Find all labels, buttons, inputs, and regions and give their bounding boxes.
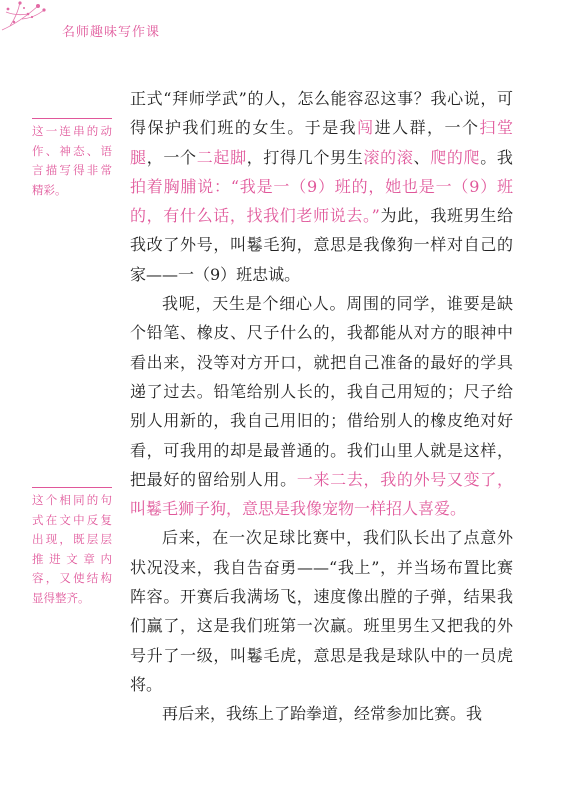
highlighted-text: 拍着胸脯说：“我是一（9）班的，她也是一（9）班的，有什么话，找我们老师说去。” [130,176,513,226]
side-note-1: 这一连串的动作、神态、语言描写得非常精彩。 [32,118,112,200]
side-note-2: 这个相同的句式在文中反复出现，既层层推进文章内容，又使结构显得整齐。 [32,487,112,608]
text-segment: 我呢，天生是个细心人。周围的同学，谁要是缺个铅笔、橡皮、尺子什么的，我都能从对方的眼神中看出来，没等对方开口，就把自己准备的最好的学具递了过去。铅笔给别人长的，我自己用短的；尺子给别人用新的，我自己用旧的；借给别人的橡皮绝对好看，可我用的却是最普通的。我们山里人就是这样，把最好的留给别人用。 [130,294,513,489]
text-segment: 。我 [480,147,513,167]
paragraph-1 [130,84,513,289]
page-header-title: 名师趣味写作课 [62,25,161,40]
highlighted-text: 扫堂腿 [130,118,513,167]
body-text [130,84,513,729]
highlighted-text: 滚的滚 [363,147,414,167]
text-segment: 、 [413,147,431,167]
paragraph-3 [130,523,513,699]
text-segment: 进人群，一个 [374,118,480,138]
highlighted-text: 闯 [357,118,375,138]
text-segment: ，一个 [146,147,197,167]
highlighted-text: 一来二去，我的外号又变了，叫鬈毛狮子狗，意思是我像宠物一样招人喜爱。 [130,469,513,519]
highlighted-text: 二起脚 [196,147,247,167]
highlighted-text: 爬的爬 [430,147,481,167]
text-segment: 为此，我班男生给我改了外号，叫鬈毛狗，意思是我像狗一样对自己的家——一（9）班忠诚。 [130,206,513,284]
text-segment: 后来，在一次足球比赛中，我们队长出了点意外状况没来，我自告奋勇——“我上”，并当场布置比赛阵容。开赛后我满场飞，速度像出膛的子弹，结果我们赢了，这是我们班第一次赢。班里男生又把我的外号升了一级，叫鬈毛虎，意思是我是球队中的一员虎将。 [130,528,513,694]
text-segment: 再后来，我练上了跆拳道，经常参加比赛。我 [162,704,483,724]
paragraph-2 [130,289,513,523]
text-segment: ，打得几个男生 [246,147,364,167]
text-segment: 正式“拜师学武”的人，怎么能容忍这事？我心说，可得保护我们班的女生。于是我 [130,89,513,138]
paragraph-4 [130,699,513,728]
